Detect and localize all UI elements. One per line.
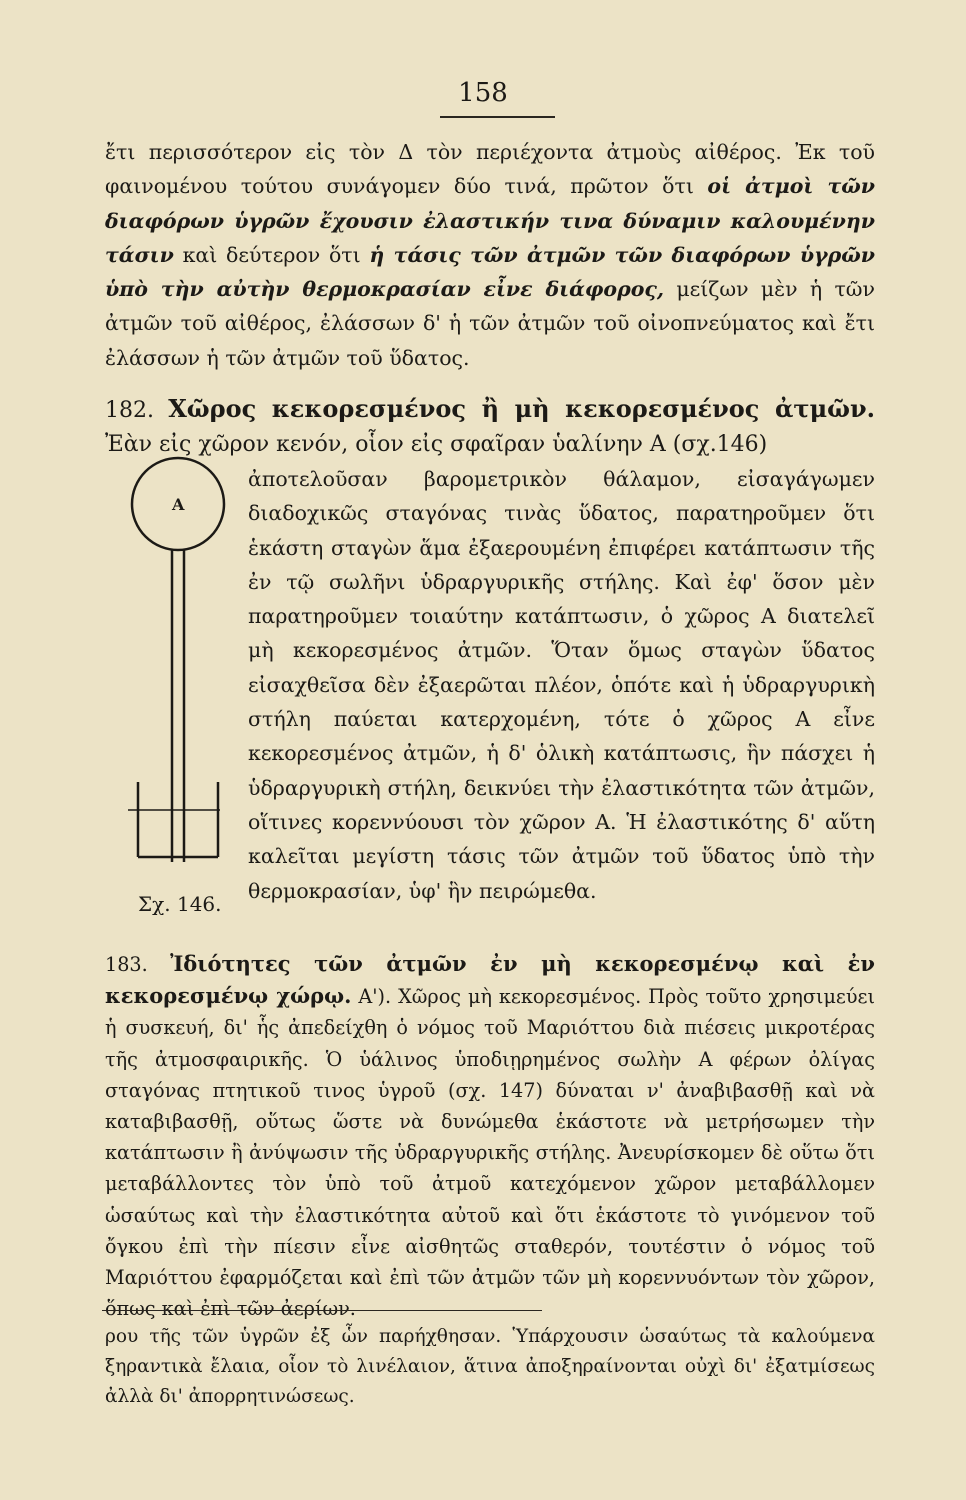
footnote: ρου τῆς τῶν ὑγρῶν ἐξ ὧν παρήχθησαν. Ὑπάρχουσιν ὡσαύτως τὰ καλούμενα ξηραντικὰ ἔλαια, οἷον τὸ λινέλαιον, ἅτινα ἀποξηραίνονται οὐχὶ δι' ἐξατμίσεως ἀλλὰ δι' ἀπορρητινώσεως. bbox=[105, 1326, 875, 1407]
paragraph1-text-c: μείζων μὲν ἡ τῶν ἀτμῶν τοῦ αἰθέρος, ἐλάσσων δ' ἡ τῶν ἀτμῶν τοῦ οἰνοπνεύματος καὶ ἔτι ἐλάσσων ἡ τῶν ἀτμῶν τοῦ ὕδατος. bbox=[105, 277, 875, 370]
paragraph1-emphasis-b: ἡ τάσις τῶν ἀτμῶν τῶν διαφόρων ὑγρῶν ὑπὸ τὴν αὐτὴν θερμοκρασίαν εἶνε διάφορος, bbox=[105, 242, 875, 302]
section-182-number: 182. bbox=[105, 398, 154, 423]
figure-146-barometer-diagram bbox=[120, 452, 238, 922]
paragraph1-text-b: καὶ δεύτερον ὅτι bbox=[182, 242, 361, 267]
figure-label-a: A bbox=[172, 495, 185, 514]
paragraph1-emphasis-a: οἱ ἀτμοὶ τῶν διαφόρων ὑγρῶν ἔχουσιν ἐλαστικήν τινα δύναμιν καλουμένην τάσιν bbox=[105, 174, 875, 267]
paragraph1-text-a: ἔτι περισσότερον εἰς τὸν Δ τὸν περιέχοντα ἀτμοὺς αἰθέρος. Ἐκ τοῦ φαινομένου τούτου συνάγομεν δύο τινά, πρῶτον ὅτι bbox=[105, 140, 875, 199]
figure-146-caption: Σχ. 146. bbox=[138, 892, 222, 916]
section-182-text-b: τοῦ ὕδατος ὑπὸ τὴν θερμοκρασίαν, ὑφ' ἣν πειρώμεθα. bbox=[248, 844, 875, 903]
section-182-lead: Ἐὰν εἰς χῶρον κενόν, οἷον εἰς σφαῖραν ὑαλίνην Α (σχ.146) bbox=[105, 432, 768, 458]
section-182-heading: Χῶρος κεκορεσμένος ἢ μὴ κεκορεσμένος ἀτμῶν. bbox=[168, 394, 876, 423]
page-number-rule bbox=[440, 116, 555, 118]
section-183-text: Α'). Χῶρος μὴ κεκορεσμένος. Πρὸς τοῦτο χρησιμεύει ἡ συσκευή, δι' ἧς ἀπεδείχθη ὁ νόμος τοῦ Μαριόττου διὰ πιέσεις μικροτέρας τῆς ἀτμοσφαιρικῆς. Ὁ ὑάλινος ὑποδιῃρημένος σωλὴν Α φέρων ὀλίγας σταγόνας πτητικοῦ τινος ὑγροῦ (σχ. 147) δύναται ν' ἀναβιβασθῇ καὶ νὰ καταβιβασθῇ, οὕτως ὥστε νὰ δυνώμεθα ἑκάστοτε νὰ μετρήσωμεν τὴν κατάπτωσιν ἢ ἀνύψωσιν τῆς ὑδραργυρικῆς στήλης. Ἀνευρίσκομεν δὲ οὕτω ὅτι μεταβάλλοντες τὸν ὑπὸ τοῦ ἀτμοῦ κατεχόμενον χῶρον μεταβάλλομεν ὡσαύτως καὶ τὴν ἐλαστικότητα αὐτοῦ καὶ ὅτι ἑκάστοτε τὸ γινόμενον τοῦ ὄγκου ἐπὶ τὴν πίεσιν εἶνε αἰσθητῶς σταθερόν, τουτέστιν ὁ νόμος τοῦ Μαριόττου ἐφαρμόζεται καὶ ἐπὶ τῶν ἀτμῶν τῶν μὴ κορεννυόντων τὸν χῶρον, ὅπως καὶ ἐπὶ τῶν ἀερίων. bbox=[105, 985, 875, 1321]
paragraph-continued bbox=[105, 135, 875, 375]
section-182-body bbox=[248, 462, 875, 908]
section-183 bbox=[105, 948, 875, 1324]
section-182-emphasis: μεγίστη τάσις τῶν ἀτμῶν bbox=[352, 844, 640, 869]
footnote-rule bbox=[102, 1310, 542, 1311]
section-183-heading: Ἰδιότητες τῶν ἀτμῶν ἐν μὴ κεκορεσμένῳ καὶ ἐν κεκορεσμένῳ χώρῳ. bbox=[105, 951, 875, 1009]
section-182-text-a: ἀποτελοῦσαν βαρομετρικὸν θάλαμον, εἰσαγάγωμεν διαδοχικῶς σταγόνας τινὰς ὕδατος, παρατηροῦμεν ὅτι ἑκάστη σταγὼν ἅμα ἐξαερουμένη ἐπιφέρει κατάπτωσιν τῆς ἐν τῷ σωλῆνι ὑδραργυρικῆς στήλης. Καὶ ἐφ' ὅσον μὲν παρατηροῦμεν τοιαύτην κατάπτωσιν, ὁ χῶρος Α διατελεῖ μὴ κεκορεσμένος ἀτμῶν. Ὅταν ὅμως σταγὼν ὕδατος εἰσαχθεῖσα δὲν ἐξαερῶται πλέον, ὁπότε καὶ ἡ ὑδραργυρικὴ στήλη παύεται κατερχομένη, τότε ὁ χῶρος Α εἶνε κεκορεσμένος ἀτμῶν, ἡ δ' ὁλικὴ κατάπτωσις, ἣν πάσχει ἡ ὑδραργυρικὴ στήλη, δεικνύει τὴν ἐλαστικότητα τῶν ἀτμῶν, οἵτινες κορεννύουσι τὸν χῶρον Α. Ἡ ἐλαστικότης δ' αὕτη καλεῖται bbox=[248, 467, 875, 869]
section-183-number: 183. bbox=[105, 953, 148, 976]
page-number: 158 bbox=[458, 78, 508, 108]
